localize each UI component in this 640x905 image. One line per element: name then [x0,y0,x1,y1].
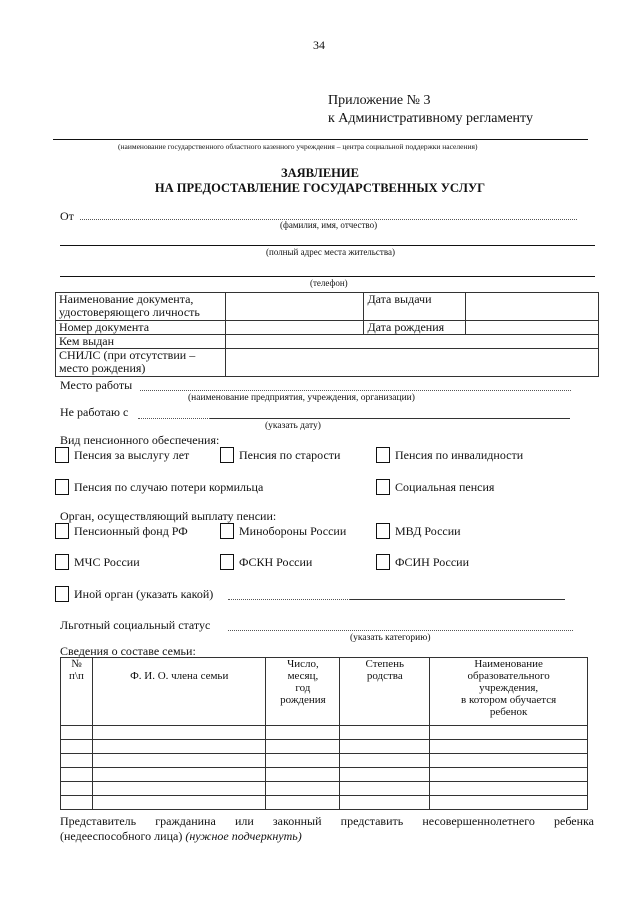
option-payer-mod: Минобороны России [239,524,347,538]
checkbox-payer-mchs[interactable] [55,554,69,570]
status-caption: (указать категорию) [350,633,431,643]
checkbox-payer-fsin[interactable] [376,554,390,570]
not-working-extra-field[interactable] [210,418,570,419]
table-row[interactable] [61,726,588,740]
option-pension-service: Пенсия за выслугу лет [74,448,190,462]
from-label: От [60,209,74,223]
address-caption: (полный адрес места жительства) [266,247,395,257]
option-payer-pfr: Пенсионный фонд РФ [74,524,188,538]
family-header-row [61,658,588,726]
payer-heading: Орган, осуществляющий выплату пенсии: [60,509,277,523]
checkbox-pension-disability[interactable] [376,447,390,463]
checkbox-payer-fskn[interactable] [220,554,234,570]
status-label: Льготный социальный статус [60,618,211,632]
table-row[interactable] [61,768,588,782]
work-caption: (наименование предприятия, учреждения, организации) [188,393,415,403]
address-field[interactable] [60,245,595,246]
option-pension-social: Социальная пенсия [395,480,495,494]
representative-line-1: Представитель гражданина или законный представить несовершеннолетнего ребенка [60,814,594,828]
institution-line [53,139,588,140]
option-payer-fskn: ФСКН России [239,555,313,569]
not-working-caption: (указать дату) [265,421,321,431]
col-number: № п\п [61,658,93,726]
table-row[interactable] [61,754,588,768]
option-pension-disability: Пенсия по инвалидности [395,448,524,462]
option-payer-fsin: ФСИН России [395,555,469,569]
payer-other-field[interactable] [228,599,350,600]
snils-label: СНИЛС (при отсутствии – место рождения) [56,349,226,377]
representative-hint: (нужное подчеркнуть) [185,829,302,843]
page-number: 34 [313,38,325,52]
representative-line-2 [60,829,302,844]
institution-caption: (наименование государственного областного казенного учреждения – центра социальной поддержки населения) [118,142,478,151]
birth-date-label: Дата рождения [364,321,466,335]
id-document-table [55,292,599,377]
snils-field[interactable] [225,349,598,377]
col-school: Наименование образовательного учреждения, в котором обучается ребенок [430,658,588,726]
checkbox-pension-service[interactable] [55,447,69,463]
work-label: Место работы [60,378,133,392]
not-working-label: Не работаю с [60,405,129,419]
title-line-1: ЗАЯВЛЕНИЕ [281,166,359,180]
checkbox-pension-social[interactable] [376,479,390,495]
doc-number-field[interactable] [225,321,364,335]
table-row[interactable] [61,796,588,810]
table-row[interactable] [61,782,588,796]
checkbox-payer-mod[interactable] [220,523,234,539]
issue-date-label: Дата выдачи [364,293,466,321]
checkbox-payer-mvd[interactable] [376,523,390,539]
doc-name-label: Наименование документа, удостоверяющего личность [56,293,226,321]
family-heading: Сведения о составе семьи: [60,644,196,658]
birth-date-field[interactable] [466,321,599,335]
work-field[interactable] [140,390,571,391]
col-full-name: Ф. И. О. члена семьи [92,658,266,726]
payer-other-field-2[interactable] [350,599,565,600]
table-row[interactable] [61,740,588,754]
representative-text: (недееспособного лица) [60,829,186,843]
pension-type-heading: Вид пенсионного обеспечения: [60,433,220,447]
not-working-date-field[interactable] [138,418,210,419]
doc-name-field[interactable] [225,293,364,321]
title-line-2: НА ПРЕДОСТАВЛЕНИЕ ГОСУДАРСТВЕННЫХ УСЛУГ [154,181,486,195]
option-payer-other: Иной орган (указать какой) [74,587,214,601]
option-payer-mchs: МЧС России [74,555,140,569]
status-field[interactable] [228,630,573,631]
family-table [60,657,588,810]
option-pension-age: Пенсия по старости [239,448,341,462]
appendix-line-2: к Административному регламенту [328,111,533,126]
phone-caption: (телефон) [310,278,348,288]
checkbox-payer-pfr[interactable] [55,523,69,539]
checkbox-pension-breadwinner[interactable] [55,479,69,495]
option-pension-breadwinner: Пенсия по случаю потери кормильца [74,480,264,494]
col-relation: Степень родства [340,658,430,726]
from-name-caption: (фамилия, имя, отчество) [280,220,378,230]
appendix-line-1: Приложение № 3 [328,93,431,108]
phone-field[interactable] [60,276,595,277]
issue-date-field[interactable] [466,293,599,321]
checkbox-pension-age[interactable] [220,447,234,463]
doc-number-label: Номер документа [56,321,226,335]
checkbox-payer-other[interactable] [55,586,69,602]
issued-by-label: Кем выдан [56,335,226,349]
option-payer-mvd: МВД России [395,524,461,538]
col-birth-date: Число, месяц, год рождения [266,658,340,726]
issued-by-field[interactable] [225,335,598,349]
